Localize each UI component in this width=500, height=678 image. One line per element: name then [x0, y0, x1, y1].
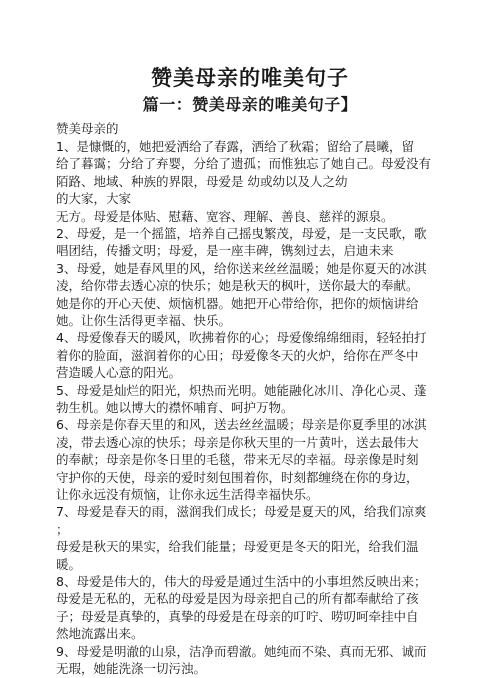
text-line: 8、母爱是伟大的，伟大的母爱是通过生活中的小事坦然反映出来； [56, 574, 427, 590]
text-line: 让你永远没有烦恼，让你永远生活得幸福快乐。 [56, 487, 319, 503]
text-line: 凌，带去透心凉的快乐；母亲是你秋天里的一片黄叶，送去最伟大 [56, 434, 419, 450]
text-line: 给了暮霭；分给了弃婴，分给了遗孤；而惟独忘了她自己。母爱没有 [56, 156, 432, 172]
text-line: 9、母爱是明澈的山泉，洁净而碧澈。她纯而不染、真而无邪、诚而 [56, 643, 427, 659]
text-line: 她是你的开心天使、烦恼机器。她把开心带给你，把你的烦恼讲给 [56, 295, 419, 311]
page-title: 赞美母亲的唯美句子 [151, 65, 349, 90]
text-line: 着你的脸面，滋润着你的心田；母爱像冬天的火炉，给你在严冬中 [56, 347, 419, 363]
text-line: 无方。母爱是体贴、慰藉、宽容、理解、善良、慈祥的源泉。 [56, 208, 394, 224]
text-line: 子；母爱是真挚的，真挚的母爱是在母亲的叮咛、唠叨呵牵挂中自 [56, 608, 419, 624]
paragraph-lines [56, 138, 456, 678]
text-line: 守护你的天使，母亲的爱时刻包围着你，时刻都缠绕在你的身边， [56, 469, 419, 485]
text-line: 她。让你生活得更幸福、快乐。 [56, 312, 232, 328]
text-line: 暖。 [56, 556, 82, 572]
text-line: 母爱是无私的，无私的母爱是因为母亲把自己的所有都奉献给了孩 [56, 591, 419, 607]
text-line: 2、母爱，是一个摇篮，培养自己摇曳繁茂，母爱，是一支民歌，歌 [56, 225, 427, 241]
text-line: 凌，给你带去透心凉的快乐；她是秋天的枫叶，送你最大的奉献。 [56, 278, 419, 294]
text-line: 勃生机。她以博大的襟怀哺育、呵护万物。 [56, 400, 294, 415]
text-line: 陌路、地域、种族的界限，母爱是 幼或幼以及人之幼 [56, 173, 348, 189]
text-line: 5、母爱是灿烂的阳光，炽热而光明。她能融化冰川、净化心灵、蓬 [56, 382, 427, 398]
text-line: 4、母爱像春天的暖风，吹拂着你的心；母爱像绵绵细雨，轻轻拍打 [56, 330, 427, 346]
article-body [56, 120, 456, 678]
text-line: 唱团结，传播文明；母爱，是一座丰碑，镌刻过去，启迪未来 [56, 243, 394, 259]
text-line: 7、母爱是春天的雨，滋润我们成长；母爱是夏天的风，给我们凉爽 [56, 504, 427, 520]
text-line: 3、母爱，她是春风里的风，给你送来丝丝温暖；她是你夏天的冰淇 [56, 260, 427, 276]
text-line: 6、母亲是你春天里的和风，送去丝丝温暖；母亲是你夏季里的冰淇 [56, 417, 427, 433]
text-line: 然地流露出来。 [56, 626, 144, 642]
text-line: 无瑕，她能洗涤一切污浊。 [56, 661, 207, 677]
text-line: ； [56, 521, 69, 537]
text-line: 的奉献；母亲是你冬日里的毛毯，带来无尽的幸福。母亲像是时刻 [56, 452, 419, 468]
text-line: 营造暖人心意的阳光。 [56, 365, 182, 381]
section-heading: 赞美母亲的 [56, 121, 119, 136]
text-line: 的大家，大家 [56, 191, 132, 207]
text-line: 1、是慷慨的，她把爱洒给了春露，洒给了秋霜；留给了晨曦，留 [56, 138, 414, 154]
page-subtitle: 篇一：赞美母亲的唯美句子】 [142, 95, 358, 114]
text-line: 母爱是秋天的果实，给我们能量；母爱更是冬天的阳光，给我们温 [56, 539, 419, 555]
